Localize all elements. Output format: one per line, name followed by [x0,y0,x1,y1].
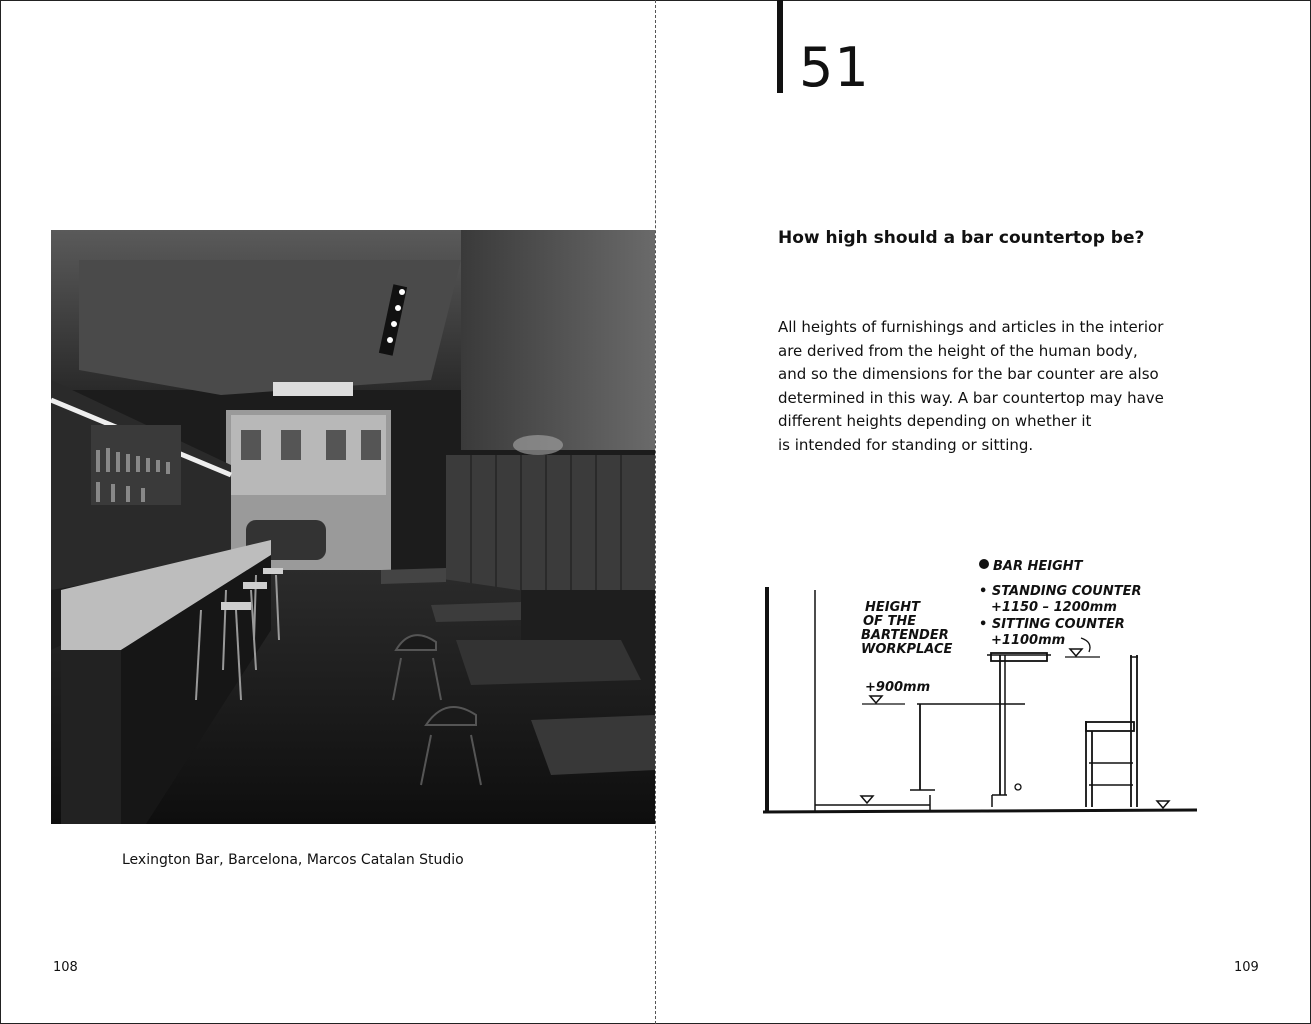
page-number-left: 108 [53,960,78,975]
body-line: is intended for standing or sitting. [778,435,1034,454]
sitting-counter-label: • SITTING COUNTER [979,617,1125,632]
chapter-number: 51 [799,36,870,99]
body-line: and so the dimensions for the bar counter are also [778,365,1159,383]
gutter-fold-line [655,0,656,1024]
photo-caption: Lexington Bar, Barcelona, Marcos Catalan Studio [122,852,464,868]
sketch-label-line: WORKPLACE [861,642,953,657]
bartender-height-value: +900mm [865,680,931,695]
standing-counter-value: +1150 – 1200mm [991,600,1117,615]
body-line: are derived from the height of the human body, [778,341,1138,360]
standing-counter-label: • STANDING COUNTER [979,584,1142,599]
bar-interior-photo [51,230,655,824]
body-paragraph [778,316,1208,457]
sketch-label-line: OF THE [863,614,917,629]
sketch-label-line: BARTENDER [861,628,949,643]
bar-height-title: BAR HEIGHT [993,559,1083,574]
sitting-counter-value: +1100mm [991,633,1066,648]
bar-height-sketch [755,545,1205,825]
body-line: All heights of furnishings and articles in the interior [778,318,1164,336]
body-line: determined in this way. A bar countertop may have [778,388,1164,407]
section-heading: How high should a bar countertop be? [778,228,1145,248]
body-line: different heights depending on whether it [778,412,1092,430]
sketch-label-line: HEIGHT [865,600,921,615]
chapter-marker-bar [777,0,783,93]
page-number-right: 109 [1234,960,1259,975]
